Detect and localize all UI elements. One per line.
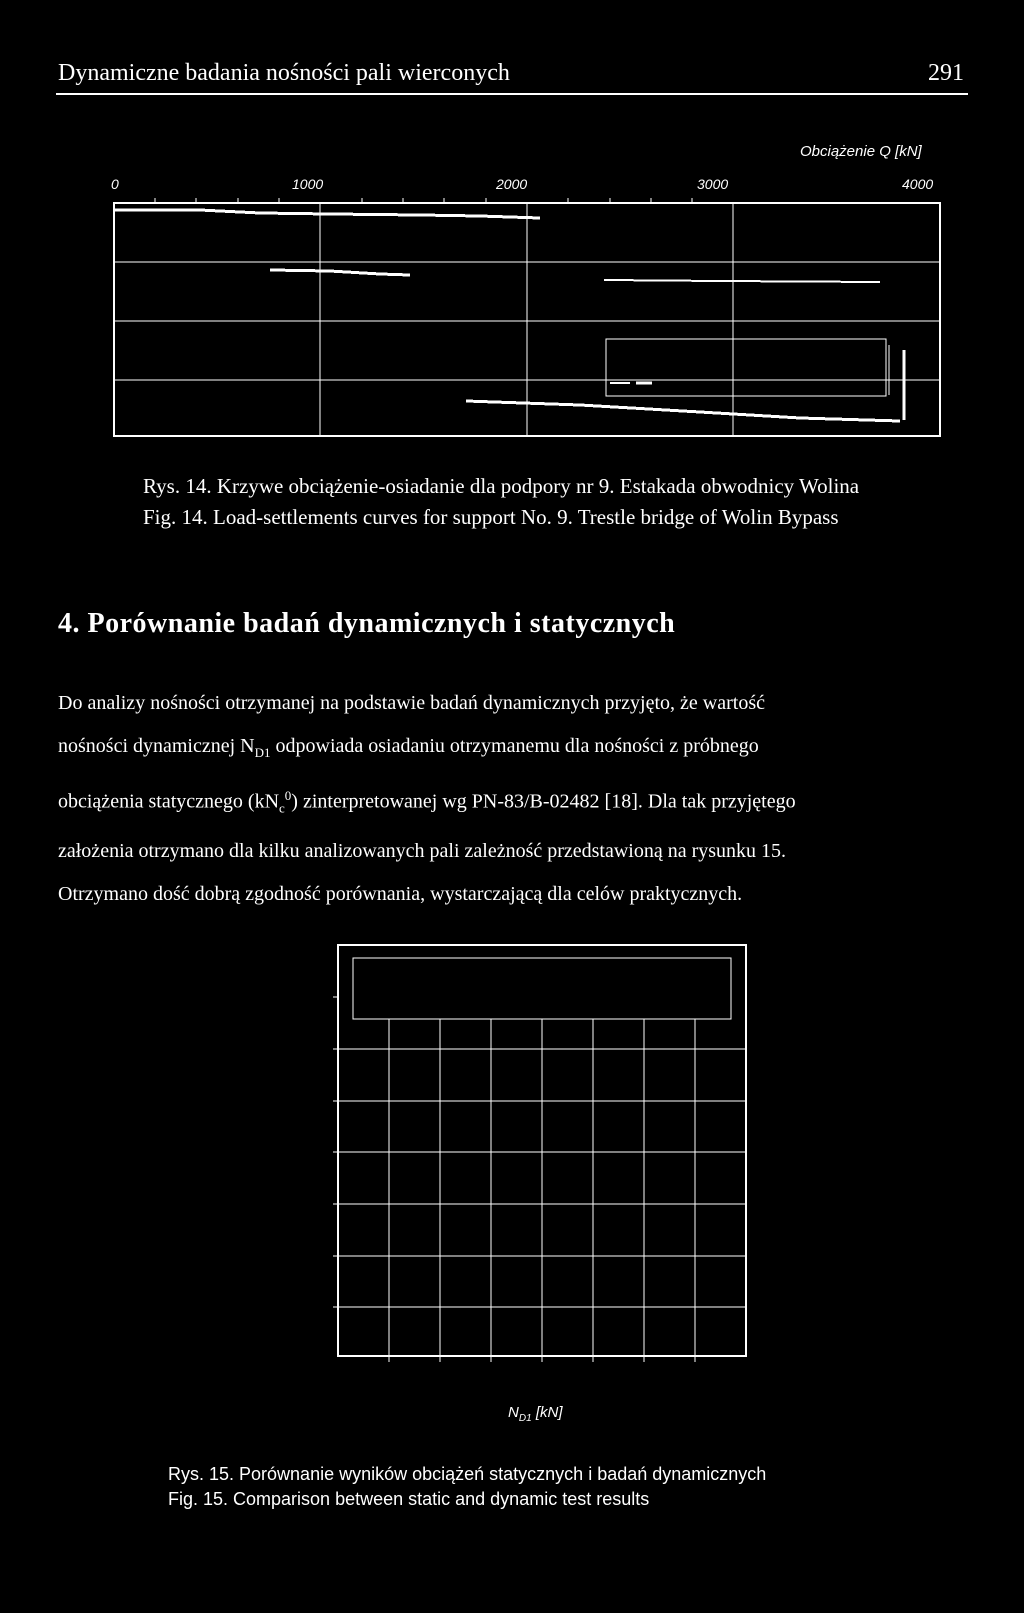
- page-number: 291: [928, 60, 964, 86]
- fig15-xlabel: [508, 1404, 562, 1424]
- paragraph-line-2-text-b: odpowiada osiadaniu otrzymanemu dla nośności z próbnego: [270, 735, 759, 757]
- paragraph-line-3-text-b: ) zinterpretowanej wg PN-83/B-02482 [18]. Dla tak przyjętego: [291, 790, 796, 813]
- fig15-caption-en: Fig. 15. Comparison between static and dynamic test results: [168, 1489, 650, 1509]
- paragraph-line-3-text-a: obciążenia statycznego (kN: [58, 790, 280, 813]
- fig14-caption-en: Fig. 14. Load-settlements curves for support No. 9. Trestle bridge of Wolin Bypass: [143, 505, 839, 529]
- fig15-xlabel-unit: [kN]: [535, 1404, 563, 1421]
- fig14-tick-0: 0: [111, 176, 119, 192]
- fig15-xlabel-sub: D1: [518, 1413, 532, 1424]
- fig14-tick-3000: 3000: [697, 176, 729, 192]
- fig15-gridlines: [338, 1019, 746, 1356]
- paragraph-line-2-text-a: nośności dynamicznej N: [58, 735, 255, 757]
- fig14-caption-pl: Rys. 14. Krzywe obciążenie-osiadanie dla podpory nr 9. Estakada obwodnicy Wolina: [143, 474, 860, 498]
- knc-subscript: c: [279, 800, 285, 816]
- fig14-tick-2000: 2000: [496, 176, 528, 192]
- nd1-subscript: D1: [254, 745, 271, 760]
- paragraph-line-1: Do analizy nośności otrzymanej na podstawie badań dynamicznych przyjęto, że wartość: [58, 692, 765, 714]
- knc-superscript: 0: [284, 788, 292, 803]
- paragraph-line-5: Otrzymano dość dobrą zgodność porównania, wystarczającą dla celów praktycznych.: [58, 882, 743, 905]
- fig15-caption-pl: Rys. 15. Porównanie wyników obciążeń statycznych i badań dynamicznych: [168, 1464, 767, 1484]
- fig15-xlabel-main: N: [508, 1404, 519, 1421]
- running-header-title: Dynamiczne badania nośności pali wierconych: [58, 60, 510, 86]
- section-heading: 4. Porównanie badań dynamicznych i statycznych: [58, 608, 676, 639]
- fig14-tick-1000: 1000: [292, 176, 324, 192]
- paragraph-line-4: założenia otrzymano dla kilku analizowanych pali zależność przedstawioną na rysunku 15.: [58, 839, 787, 862]
- fig14-axis-title: Obciążenie Q [kN]: [800, 143, 922, 160]
- fig14-tick-4000: 4000: [902, 176, 934, 192]
